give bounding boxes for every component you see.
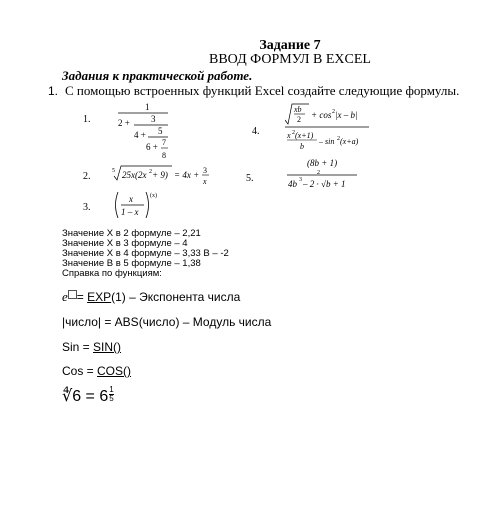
svg-text:x: x [203,177,207,186]
svg-text:2: 2 [292,130,295,136]
formula-1-continued-fraction [110,100,200,162]
svg-text:3: 3 [151,114,156,124]
svg-text:x: x [287,131,291,140]
formula-5-fraction [287,156,367,192]
svg-text:(x+a): (x+a) [340,137,359,146]
task-title: Задание 7 [259,38,321,53]
svg-text:+ 9): + 9) [152,170,168,180]
reference-exp: e = EXP(1) – Экспонента числа [62,289,241,304]
formula-4-trig-expression [285,102,375,156]
svg-text:1 – x: 1 – x [121,207,139,217]
svg-text:7: 7 [162,138,166,147]
svg-text:2: 2 [297,115,301,124]
formula-number-4: 4. [252,126,260,137]
subtitle: Задания к практической работе. [62,68,253,83]
svg-text:(x+1): (x+1) [295,131,314,140]
svg-text:4 +: 4 + [134,130,146,140]
formula-number-2: 2. [83,171,91,182]
formula-number-3: 3. [83,202,91,213]
svg-text:= 4x +: = 4x + [174,170,200,180]
reference-cos: Cos = COS() [62,364,132,378]
svg-text:x: x [129,194,133,204]
placeholder-box-icon [68,290,77,299]
value-line-4: Значение B в 5 формуле – 1,38 [62,258,201,269]
svg-text:b: b [300,142,304,151]
svg-text:5: 5 [158,126,163,136]
main-title: ВВОД ФОРМУЛ В EXCEL [209,52,371,67]
svg-text:5: 5 [112,168,115,174]
svg-text:– 2 · √b + 1: – 2 · √b + 1 [303,179,346,189]
svg-text:(x): (x) [150,193,157,199]
formula-number-1: 1. [83,114,91,125]
value-line-3: Значение X в 4 формуле – 3,33 B – -2 [62,248,229,259]
svg-text:2: 2 [337,136,340,142]
reference-abs: |число| = ABS(число) – Модуль числа [62,315,272,329]
reference-sin: Sin = SIN() [62,340,122,354]
value-line-2: Значение X в 3 формуле – 4 [62,238,188,249]
svg-text:2 +: 2 + [118,118,130,128]
svg-text:8: 8 [162,151,166,160]
svg-text:3: 3 [203,166,207,175]
svg-text:6 +: 6 + [146,142,158,152]
svg-text:25x(2x: 25x(2x [122,170,147,180]
formula-number-5: 5. [246,173,254,184]
task-text: С помощью встроенных функций Excel создайте следующие формулы. [65,83,460,98]
formula-2-root-expression [112,162,217,188]
svg-text:(8b + 1): (8b + 1) [307,158,338,168]
svg-text:|x – b|: |x – b| [335,110,358,120]
value-line-1: Значение X в 2 формуле – 2,21 [62,228,201,239]
svg-text:xb: xb [294,105,302,114]
value-line-5: Справка по функциям: [62,268,162,279]
svg-text:– sin: – sin [319,137,335,146]
reference-root: ∜6 = 6 $\frac{1}{5}$ [62,385,114,405]
svg-text:2: 2 [149,169,152,175]
svg-text:1: 1 [145,102,150,112]
svg-text:2: 2 [317,170,320,176]
svg-text:+ cos: + cos [311,110,332,120]
svg-text:2: 2 [332,109,335,115]
svg-text:3: 3 [299,177,302,183]
svg-text:4b: 4b [288,179,297,189]
formula-3-power-fraction [112,188,172,222]
task-number: 1. [48,84,59,98]
